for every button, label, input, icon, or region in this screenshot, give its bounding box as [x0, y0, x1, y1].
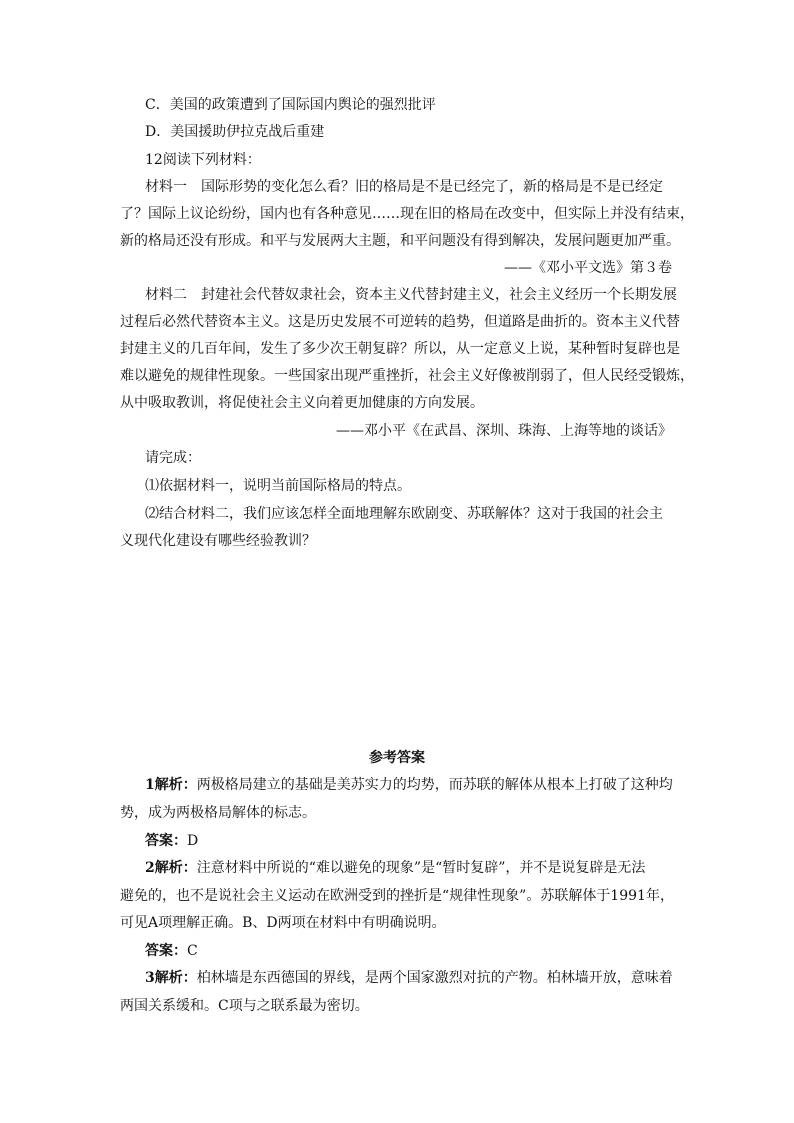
- answer-2-result: [145, 941, 198, 961]
- material1-line-2: 了？国际上议论纷纷，国内也有各种意见……现在旧的格局在改变中，但实际上并没有结束，: [120, 206, 694, 222]
- answer-3-line-2: 两国关系缓和。C项与之联系最为密切。: [120, 998, 369, 1014]
- answer-1-text-1: 两极格局建立的基础是美苏实力的均势，而苏联的解体从根本上打破了这种均: [196, 777, 673, 793]
- answer-2-result-value: C: [187, 943, 198, 959]
- answer-1-result-label: 答案：: [145, 833, 187, 849]
- material2-line-2: 过程后必然代替资本主义。这是历史发展不可逆转的趋势，但道路是曲折的。资本主义代替: [120, 314, 680, 330]
- answer-3-label: 3解析：: [145, 970, 197, 986]
- material1-source: ——《邓小平文选》第３卷: [504, 260, 672, 276]
- answer-1-line-1: [145, 775, 673, 795]
- answer-3-text-1: 柏林墙是东西德国的界线，是两个国家激烈对抗的产物。柏林墙开放，意味着: [196, 970, 673, 986]
- option-c: C．美国的政策遭到了国际国内舆论的强烈批评: [145, 97, 436, 113]
- material2-line-5: 从中吸取教训，将促使社会主义向着更加健康的方向发展。: [120, 395, 484, 411]
- material2-line-4: 难以避免的规律性现象。一些国家出现严重挫折，社会主义好像被削弱了，但人民经受锻炼，: [120, 368, 694, 384]
- answer-2-text-1: 注意材料中所说的“难以避免的现象”是“暂时复辟”，并不是说复辟是无法: [196, 860, 646, 876]
- answer-1-result: [145, 831, 198, 851]
- answer-3-line-1: [145, 968, 673, 988]
- option-d: D．美国援助伊拉克战后重建: [145, 124, 325, 140]
- material2-line-1: 材料二 封建社会代替奴隶社会，资本主义代替封建主义，社会主义经历一个长期发展: [145, 287, 677, 303]
- answer-1-line-2: 势，成为两极格局解体的标志。: [120, 805, 316, 821]
- sub-question-1: ⑴依据材料一，说明当前国际格局的特点。: [145, 478, 411, 494]
- answers-heading: 参考答案: [369, 750, 425, 766]
- material2-line-3: 封建主义的几百年间，发生了多少次王朝复辟？所以，从一定意义上说，某种暂时复辟也是: [120, 341, 680, 357]
- material1-line-3: 新的格局还没有形成。和平与发展两大主题，和平问题没有得到解决，发展问题更加严重。: [120, 233, 680, 249]
- question-12-prompt: 12阅读下列材料：: [145, 152, 261, 168]
- sub-question-2-line-1: ⑵结合材料二，我们应该怎样全面地理解东欧剧变、苏联解体？这对于我国的社会主: [145, 506, 663, 522]
- answer-2-label: 2解析：: [145, 860, 197, 876]
- material2-source: ——邓小平《在武昌、深圳、珠海、上海等地的谈话》: [336, 423, 672, 439]
- answer-1-label: 1解析：: [145, 777, 197, 793]
- answer-2-line-2: 避免的，也不是说社会主义运动在欧洲受到的挫折是“规律性现象”。苏联解体于1991年，: [120, 888, 674, 904]
- answer-1-result-value: D: [187, 833, 199, 849]
- answer-2-result-label: 答案：: [145, 943, 187, 959]
- answer-2-line-3: 可见A项理解正确。B、D两项在材料中有明确说明。: [120, 915, 446, 931]
- answer-2-line-1: [145, 858, 645, 878]
- material1-line-1: 材料一 国际形势的变化怎么看？旧的格局是不是已经完了，新的格局是不是已经定: [145, 179, 663, 195]
- sub-question-2-line-2: 义现代化建设有哪些经验教训？: [120, 533, 316, 549]
- please-complete: 请完成：: [145, 450, 201, 466]
